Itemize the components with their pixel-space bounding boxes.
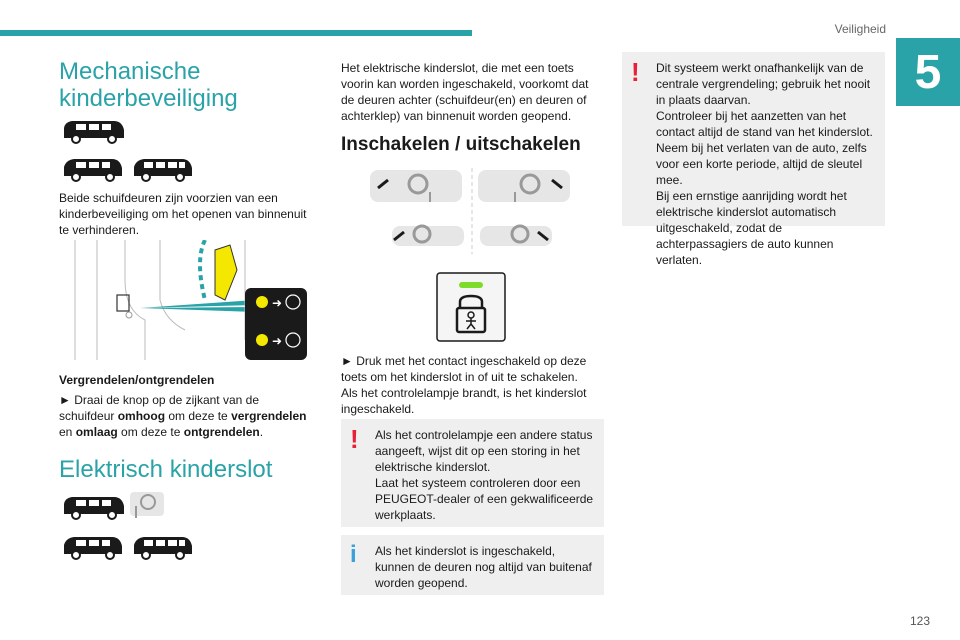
warning-note-system: ! Dit systeem werkt onafhankelijk van de centrale vergrendeling; gebruik het nooit in plaats daarvan. Controleer bij het aanzetten van het contact altijd de stand van het kinderslot. Neem bij het verlaten van de auto, zelfs voor een korte periode, altijd de sleutel mee. Bij een ernstige aanrijding wordt het elektrische kinderslot automatisch uitgeschakeld, zodat de achterpassagiers de auto kunnen verlaten.	[622, 52, 885, 226]
van-icon	[62, 494, 126, 520]
page-number: 123	[909, 614, 930, 628]
warning-note-malfunction: ! Als het controlelampje een andere status aangeeft, wijst dit op een storing in het elektrische kinderslot. Laat het systeem controleren door een PEUGEOT-dealer of een gekwalificeerde werkplaats.	[341, 419, 604, 527]
press-button-instruction: ► Druk met het contact ingeschakeld op deze toets om het kinderslot in of uit te schakelen.	[341, 354, 587, 384]
lock-instruction: ► Draai de knop op de zijkant van de schuifdeur omhoog om deze te vergrendelen en omlaag om deze te ontgrendelen.	[59, 393, 307, 439]
van-icon	[62, 118, 126, 144]
info-icon: i	[350, 541, 357, 568]
title-mechanical-child-lock: Mechanische kinderbeveiliging	[59, 58, 238, 112]
steering-wheel-icon	[130, 492, 164, 522]
warning-icon: !	[350, 424, 359, 454]
svg-text:➜: ➜	[272, 334, 283, 348]
section-name: Veiligheid	[834, 22, 886, 36]
warning-icon: !	[631, 57, 640, 87]
dashboard-steering-diagram	[370, 168, 570, 258]
svg-text:➜: ➜	[272, 296, 283, 310]
van-long-icon	[132, 534, 194, 560]
title-electric-child-lock: Elektrisch kinderslot	[59, 456, 273, 483]
info-note-outside-open: i Als het kinderslot is ingeschakeld, kunnen de deuren nog altijd van buitenaf worden geopend.	[341, 535, 604, 595]
title-enable-disable: Inschakelen / uitschakelen	[341, 134, 581, 155]
subheading-lock-unlock: Vergrendelen/ontgrendelen	[59, 373, 215, 387]
van-icon	[62, 534, 124, 560]
door-child-lock-diagram	[65, 240, 310, 365]
header-accent-bar	[0, 30, 472, 36]
electric-lock-intro: Het elektrische kinderslot, die met een toets voorin kan worden ingeschakeld, voorkomt dat de deuren achter (schuifdeur(en) en deuren of achterklep) van binnenuit worden geopend.	[341, 61, 589, 123]
child-lock-button-icon	[436, 272, 506, 342]
chapter-tab: 5	[896, 38, 960, 106]
mechanical-description: Beide schuifdeuren zijn voorzien van een kinderbeveiliging om het openen van binnenuit te verhinderen.	[59, 191, 307, 237]
van-long-icon	[132, 156, 194, 182]
indicator-lamp-info: Als het controlelampje brandt, is het kinderslot ingeschakeld.	[341, 386, 587, 416]
van-icon	[62, 156, 124, 182]
